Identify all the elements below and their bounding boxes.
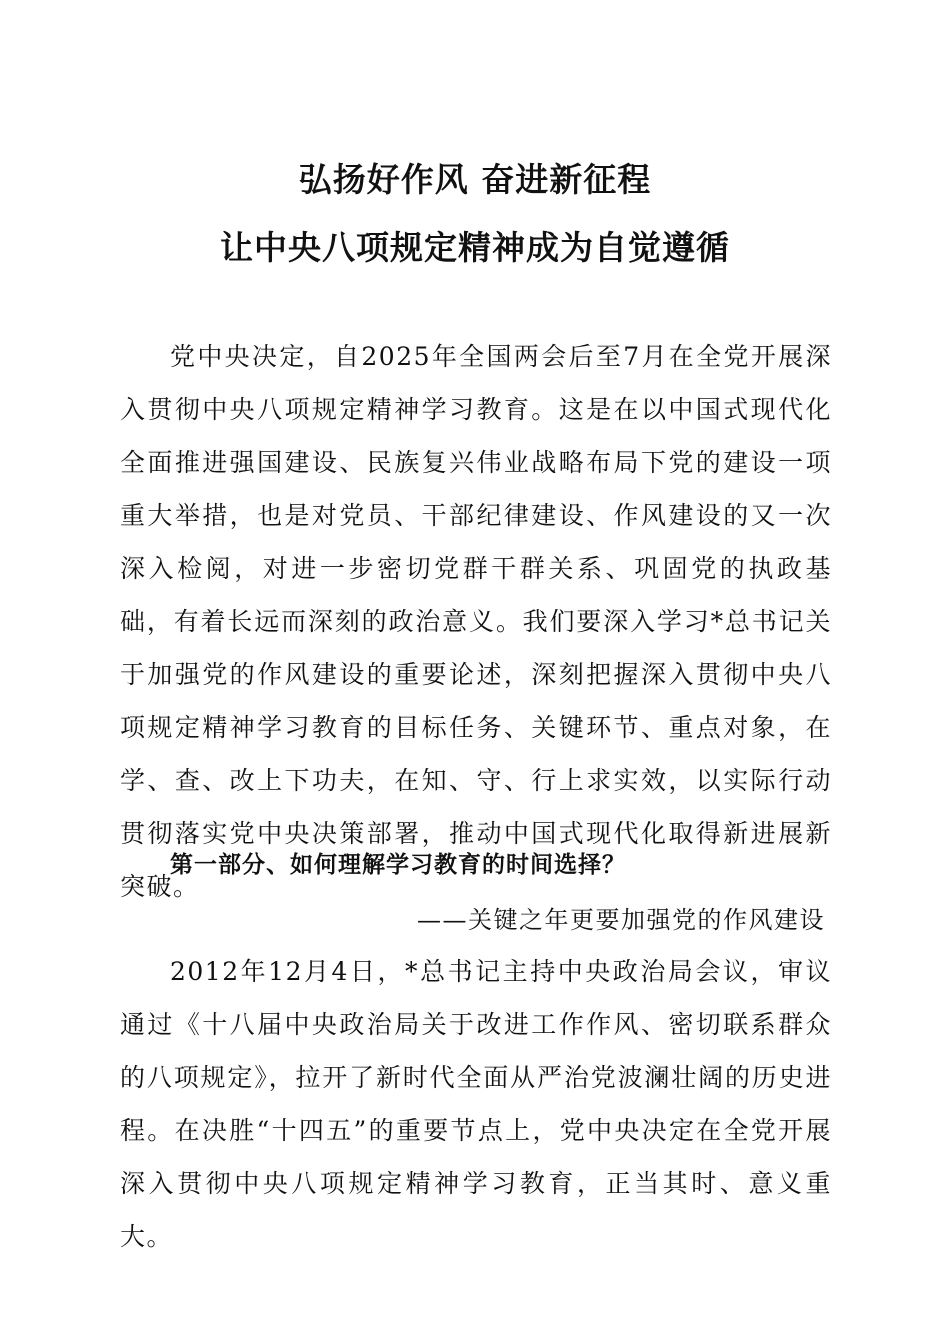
intro-paragraph: 党中央决定，自2025年全国两会后至7月在全党开展深入贯彻中央八项规定精神学习教育。这是在以中国式现代化全面推进强国建设、民族复兴伟业战略布局下党的建设一项重大举措，也是对党员、干部纪律建设、作风建设的又一次深入检阅，对进一步密切党群干群关系、巩固党的执政基础，有着长远而深刻的政治意义。我们要深入学习*总书记关于加强党的作风建设的重要论述，深刻把握深入贯彻中央八项规定精神学习教育的目标任务、关键环节、重点对象，在学、查、改上下功夫，在知、守、行上求实效，以实际行动贯彻落实党中央决策部署，推动中国式现代化取得新进展新突破。 [120, 342, 832, 901]
section-paragraph: 2012年12月4日，*总书记主持中央政治局会议，审议通过《十八届中央政治局关于改进工作作风、密切联系群众的八项规定》，拉开了新时代全面从严治党波澜壮阔的历史进程。在决胜“十四五”的重要节点上，党中央决定在全党开展深入贯彻中央八项规定精神学习教育，正当其时、意义重大。 [120, 957, 832, 1251]
section-heading: 第一部分、如何理解学习教育的时间选择？ [170, 852, 626, 878]
section-subheading: ——关键之年更要加强党的作风建设 [417, 906, 825, 934]
document-title-line-2: 让中央八项规定精神成为自觉遵循 [220, 228, 730, 267]
document-title-line-1: 弘扬好作风 奋进新征程 [298, 160, 652, 199]
